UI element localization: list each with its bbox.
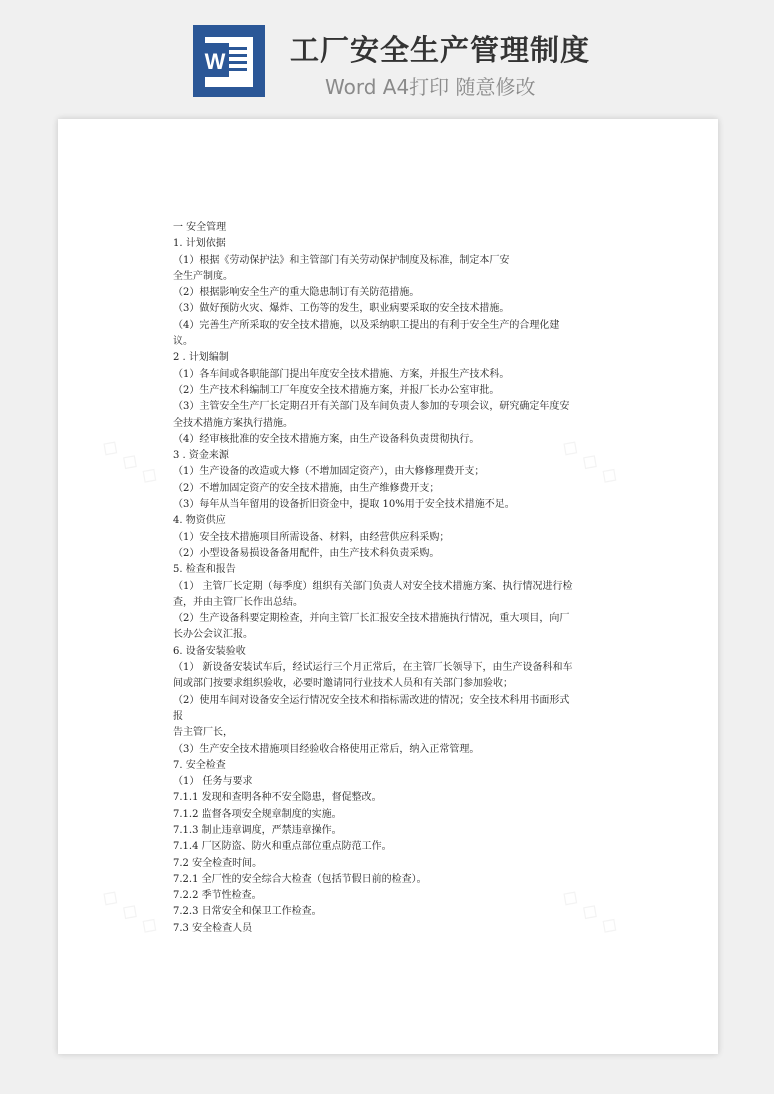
document-line: （2）使用车间对设备安全运行情况安全技术和指标需改进的情况；安全技术科用书面形式 (173, 694, 570, 706)
document-line: （1）各车间或各职能部门提出年度安全技术措施、方案，并报生产技术科。 (173, 368, 510, 380)
watermark: ◇ ◇ ◇ (96, 432, 165, 491)
document-page (58, 119, 718, 1054)
document-line: 7.1.3 制止违章调度，严禁违章操作。 (173, 824, 342, 836)
document-line: （2）不增加固定资产的安全技术措施，由生产维修费开支； (173, 482, 440, 494)
document-line: 7. 安全检查 (173, 759, 226, 771)
document-line: 4. 物资供应 (173, 515, 226, 527)
document-line: （2）根据影响安全生产的重大隐患制订有关防范措施。 (173, 287, 420, 299)
document-line: 查，并由主管厂长作出总结。 (173, 596, 303, 608)
document-line: 2 . 计划编制 (173, 352, 229, 364)
document-line: 全生产制度。 (173, 270, 233, 282)
document-line: 间或部门按要求组织验收，必要时邀请同行业技术人员和有关部门参加验收； (173, 678, 513, 690)
document-line: （1）根据《劳动保护法》和主管部门有关劳动保护制度及标准，制定本厂安 (173, 254, 510, 266)
document-line: （1） 新设备安装试车后，经试运行三个月正常后，在主管厂长领导下，由生产设备科和车 (173, 662, 573, 674)
document-line: 7.3 安全检查人员 (173, 922, 253, 934)
document-line: 1. 计划依据 (173, 238, 226, 250)
document-line: 议。 (173, 336, 193, 348)
document-line: 长办公会议汇报。 (173, 629, 253, 641)
document-line: 3 . 资金来源 (173, 450, 229, 462)
page-header (0, 0, 774, 115)
watermark: ◇ ◇ ◇ (556, 432, 625, 491)
document-line: （1）安全技术措施项目所需设备、材料，由经营供应科采购； (173, 531, 450, 543)
document-line: 7.2.3 日常安全和保卫工作检查。 (173, 906, 322, 918)
document-line: （1） 主管厂长定期（每季度）组织有关部门负责人对安全技术措施方案、执行情况进行检 (173, 580, 573, 592)
document-line: 一 安全管理 (173, 222, 227, 233)
document-line: （3）生产安全技术措施项目经验收合格使用正常后，纳入正常管理。 (173, 743, 480, 755)
document-line: 7.2.2 季节性检查。 (173, 890, 262, 902)
document-line: 7.1.2 监督各项安全规章制度的实施。 (173, 808, 342, 820)
document-line: （4）经审核批准的安全技术措施方案，由生产设备科负责贯彻执行。 (173, 433, 480, 445)
document-line: （2）生产设备科要定期检查，并向主管厂长汇报安全技术措施执行情况，重大项目，向厂 (173, 613, 570, 625)
document-line: （1） 任务与要求 (173, 776, 253, 788)
word-doc-icon (193, 25, 265, 97)
page-subtitle: Word A4打印 随意修改 (325, 75, 536, 99)
document-line: 5. 检查和报告 (173, 564, 236, 576)
document-line: 6. 设备安装验收 (173, 645, 246, 657)
document-line: 报 (173, 710, 183, 722)
watermark: ◇ ◇ ◇ (96, 882, 165, 941)
document-line: （1）生产设备的改造或大修（不增加固定资产），由大修修理费开支； (173, 466, 485, 478)
document-line: 告主管厂长， (173, 727, 233, 739)
document-line: 7.2 安全检查时间。 (173, 857, 263, 869)
document-line: （2）生产技术科编制工厂年度安全技术措施方案，并报厂长办公室审批。 (173, 384, 500, 396)
watermark: ◇ ◇ ◇ (556, 882, 625, 941)
document-line: （3）每年从当年留用的设备折旧资金中，提取 10%用于安全技术措施不足。 (173, 499, 515, 511)
document-line: 7.1.4 厂区防盗、防火和重点部位重点防范工作。 (173, 841, 392, 853)
document-line: 全技术措施方案执行措施。 (173, 417, 293, 429)
document-line: （3）做好预防火灾、爆炸、工伤等的发生，职业病要采取的安全技术措施。 (173, 303, 510, 315)
page-title: 工厂安全生产管理制度 (290, 33, 591, 67)
document-line: 7.2.1 全厂性的安全综合大检查（包括节假日前的检查）。 (173, 873, 427, 885)
word-icon-letter: W (204, 49, 226, 74)
document-line: （4）完善生产所采取的安全技术措施，以及采纳职工提出的有利于安全生产的合理化建 (173, 319, 560, 331)
document-line: （2）小型设备易损设备备用配件，由生产技术科负责采购。 (173, 547, 440, 559)
document-line: （3）主管安全生产厂长定期召开有关部门及车间负责人参加的专项会议，研究确定年度安 (173, 401, 570, 413)
document-body (173, 220, 613, 937)
document-line: 7.1.1 发现和查明各种不安全隐患，督促整改。 (173, 792, 382, 804)
